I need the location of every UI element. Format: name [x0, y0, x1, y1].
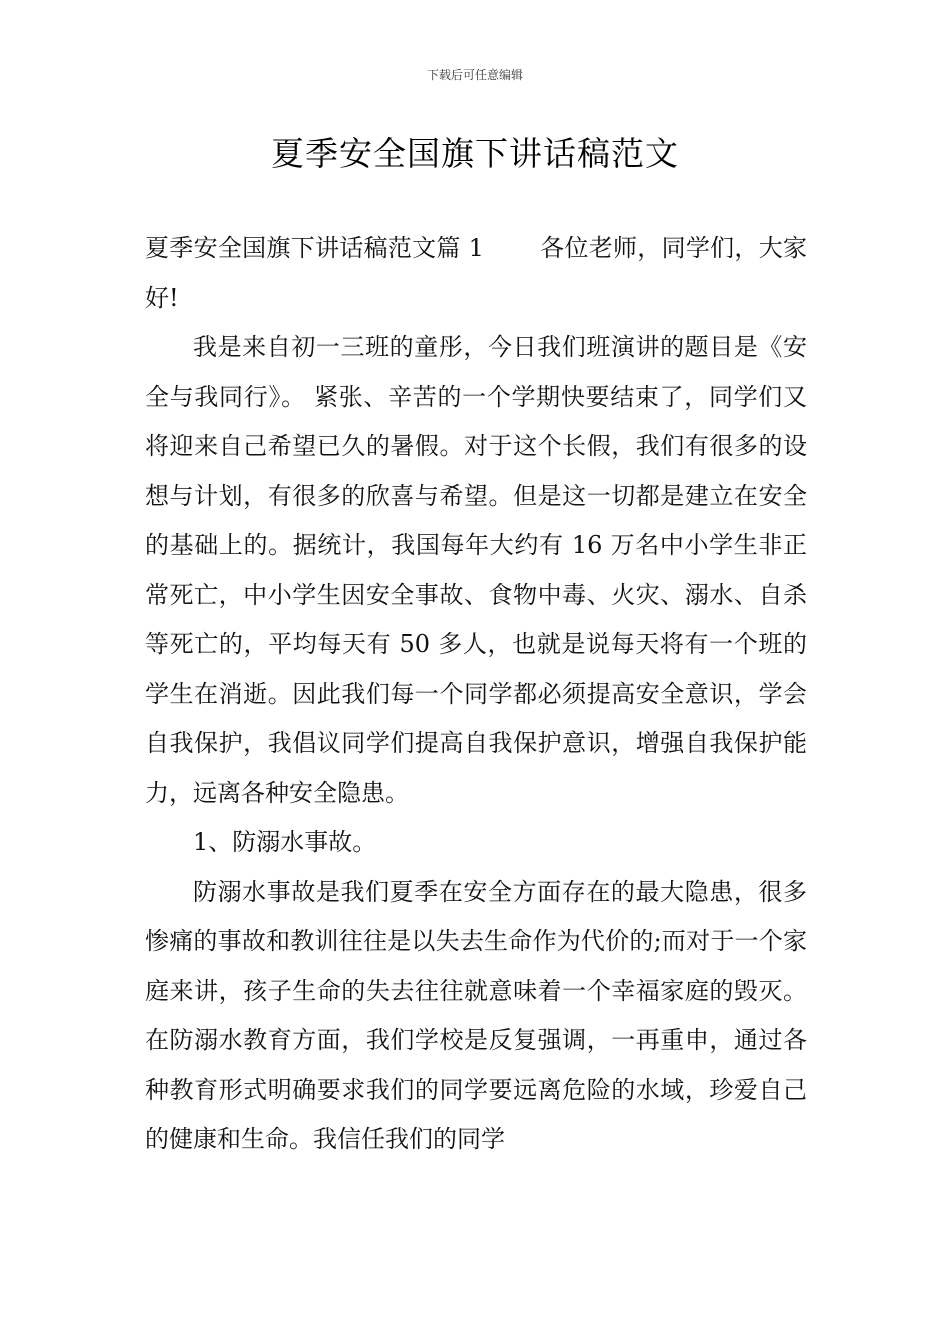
document-body — [145, 224, 807, 1165]
list-item-heading: 1、防溺水事故。 — [193, 828, 377, 856]
header-note: 下载后可任意编辑 — [426, 68, 523, 82]
paragraph: 我是来自初一三班的童彤，今日我们班演讲的题目是《安全与我同行》。 紧张、辛苦的一个学期快要结束了，同学们又将迎来自己希望已久的暑假。对于这个长假，我们有很多的设想与计划，有很多的欣喜与希望。但是这一切都是建立在安全的基础上的。据统计，我国每年大约有 16 万名中小学生非正常死亡，中小学生因安全事故、食物中毒、火灾、溺水、自杀等死亡的，平均每天有 50 多人，也就是说每天将有一个班的学生在消逝。因此我们每一个同学都必须提高安全意识，学会自我保护，我倡议同学们提高自我保护意识，增强自我保护能力，远离各种安全隐患。 — [145, 333, 807, 807]
greeting: 各位老师，同学们，大家好! — [145, 234, 807, 312]
section-heading: 夏季安全国旗下讲话稿范文篇 1 — [145, 234, 484, 262]
paragraph: 防溺水事故是我们夏季在安全方面存在的最大隐患，很多惨痛的事故和教训往往是以失去生命作为代价的;而对于一个家庭来讲，孩子生命的失去往往就意味着一个幸福家庭的毁灭。在防溺水教育方面，我们学校是反复强调，一再重申，通过各种教育形式明确要求我们的同学要远离危险的水域，珍爱自己的健康和生命。我信任我们的同学 — [145, 877, 807, 1153]
intro-paragraph — [145, 224, 807, 323]
document-title: 夏季安全国旗下讲话稿范文 — [271, 134, 679, 173]
